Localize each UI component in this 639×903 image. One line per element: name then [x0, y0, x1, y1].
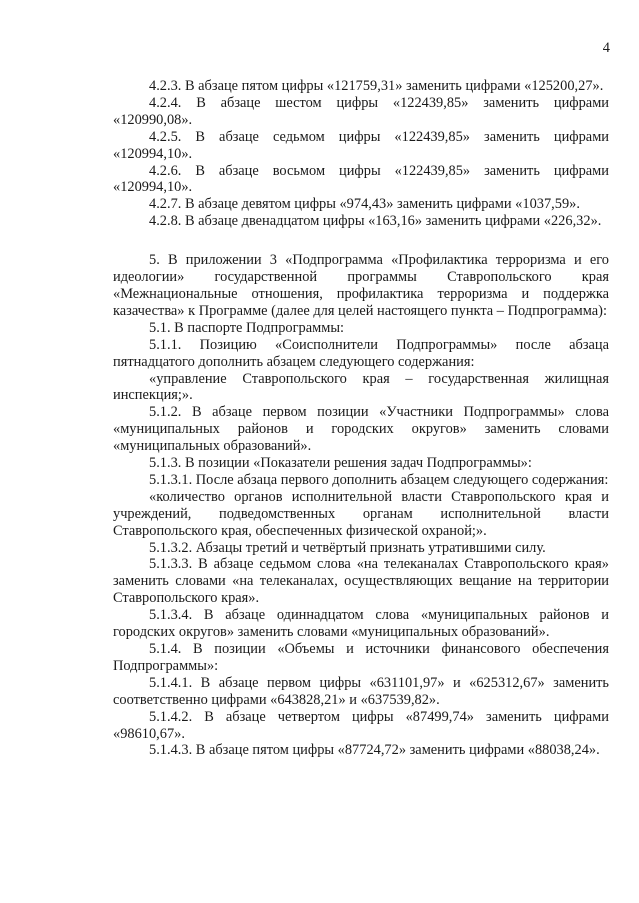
paragraph-5-1-4-3: 5.1.4.3. В абзаце пятом цифры «87724,72» заменить цифрами «88038,24». [149, 742, 600, 759]
paragraph-5-1-4-1: 5.1.4.1. В абзаце первом цифры «631101,97» и «625312,67» заменить соответственно цифрами «643828,21» и «637539,82». [113, 674, 609, 708]
paragraph-5-1-3: 5.1.3. В позиции «Показатели решения задач Подпрограммы»: [149, 455, 532, 472]
paragraph-quote-inspection: «управление Ставропольского края – государственная жилищная инспекция;». [113, 370, 609, 404]
paragraph-5-1-3-1: 5.1.3.1. После абзаца первого дополнить абзацем следующего содержания: [149, 471, 609, 488]
paragraph-5-1-3-3: 5.1.3.3. В абзаце седьмом слова «на телеканалах Ставропольского края» заменить словами «на телеканалах, осуществляющих вещание на территории Ставропольского края». [113, 556, 609, 607]
paragraph-4-2-5: 4.2.5. В абзаце седьмом цифры «122439,85» заменить цифрами «120994,10». [113, 128, 609, 162]
paragraph-5-1-1: 5.1.1. Позицию «Соисполнители Подпрограммы» после абзаца пятнадцатого дополнить абзацем следующего содержания: [113, 336, 609, 370]
document-body [113, 78, 609, 759]
page-number: 4 [602, 40, 610, 56]
paragraph-4-2-8: 4.2.8. В абзаце двенадцатом цифры «163,16» заменить цифрами «226,32». [149, 213, 602, 230]
paragraph-5-1-3-4: 5.1.3.4. В абзаце одиннадцатом слова «муниципальных районов и городских округов» заменить словами «муниципальных образований». [113, 607, 609, 641]
paragraph-4-2-7: 4.2.7. В абзаце девятом цифры «974,43» заменить цифрами «1037,59». [149, 196, 580, 213]
paragraph-5-1-4: 5.1.4. В позиции «Объемы и источники финансового обеспечения Подпрограммы»: [113, 641, 609, 674]
section-spacer [113, 230, 609, 252]
paragraph-5-1-2: 5.1.2. В абзаце первом позиции «Участники Подпрограммы» слова «муниципальных районов и городских округов» заменить словами «муниципальных образований». [113, 404, 609, 455]
paragraph-quote-protection: «количество органов исполнительной власти Ставропольского края и учреждений, подведомственных органам исполнительной власти Ставропольского края, обеспеченных физической охраной;». [113, 488, 609, 539]
paragraph-5-1-4-2: 5.1.4.2. В абзаце четвертом цифры «87499,74» заменить цифрами «98610,67». [113, 708, 609, 742]
paragraph-4-2-3: 4.2.3. В абзаце пятом цифры «121759,31» заменить цифрами «125200,27». [149, 78, 604, 94]
paragraph-4-2-6: 4.2.6. В абзаце восьмом цифры «122439,85» заменить цифрами «120994,10». [113, 162, 609, 196]
paragraph-5-1: 5.1. В паспорте Подпрограммы: [149, 319, 344, 336]
paragraph-5: 5. В приложении 3 «Подпрограмма «Профилактика терроризма и его идеологии» государственной программы Ставропольского края «Межнациональные отношения, профилактика терроризма и поддержка казачества» к Программе (далее для целей настоящего пункта – Подпрограмма): [113, 252, 609, 319]
paragraph-4-2-4: 4.2.4. В абзаце шестом цифры «122439,85» заменить цифрами «120990,08». [113, 94, 609, 128]
paragraph-5-1-3-2: 5.1.3.2. Абзацы третий и четвёртый признать утратившими силу. [149, 539, 546, 556]
